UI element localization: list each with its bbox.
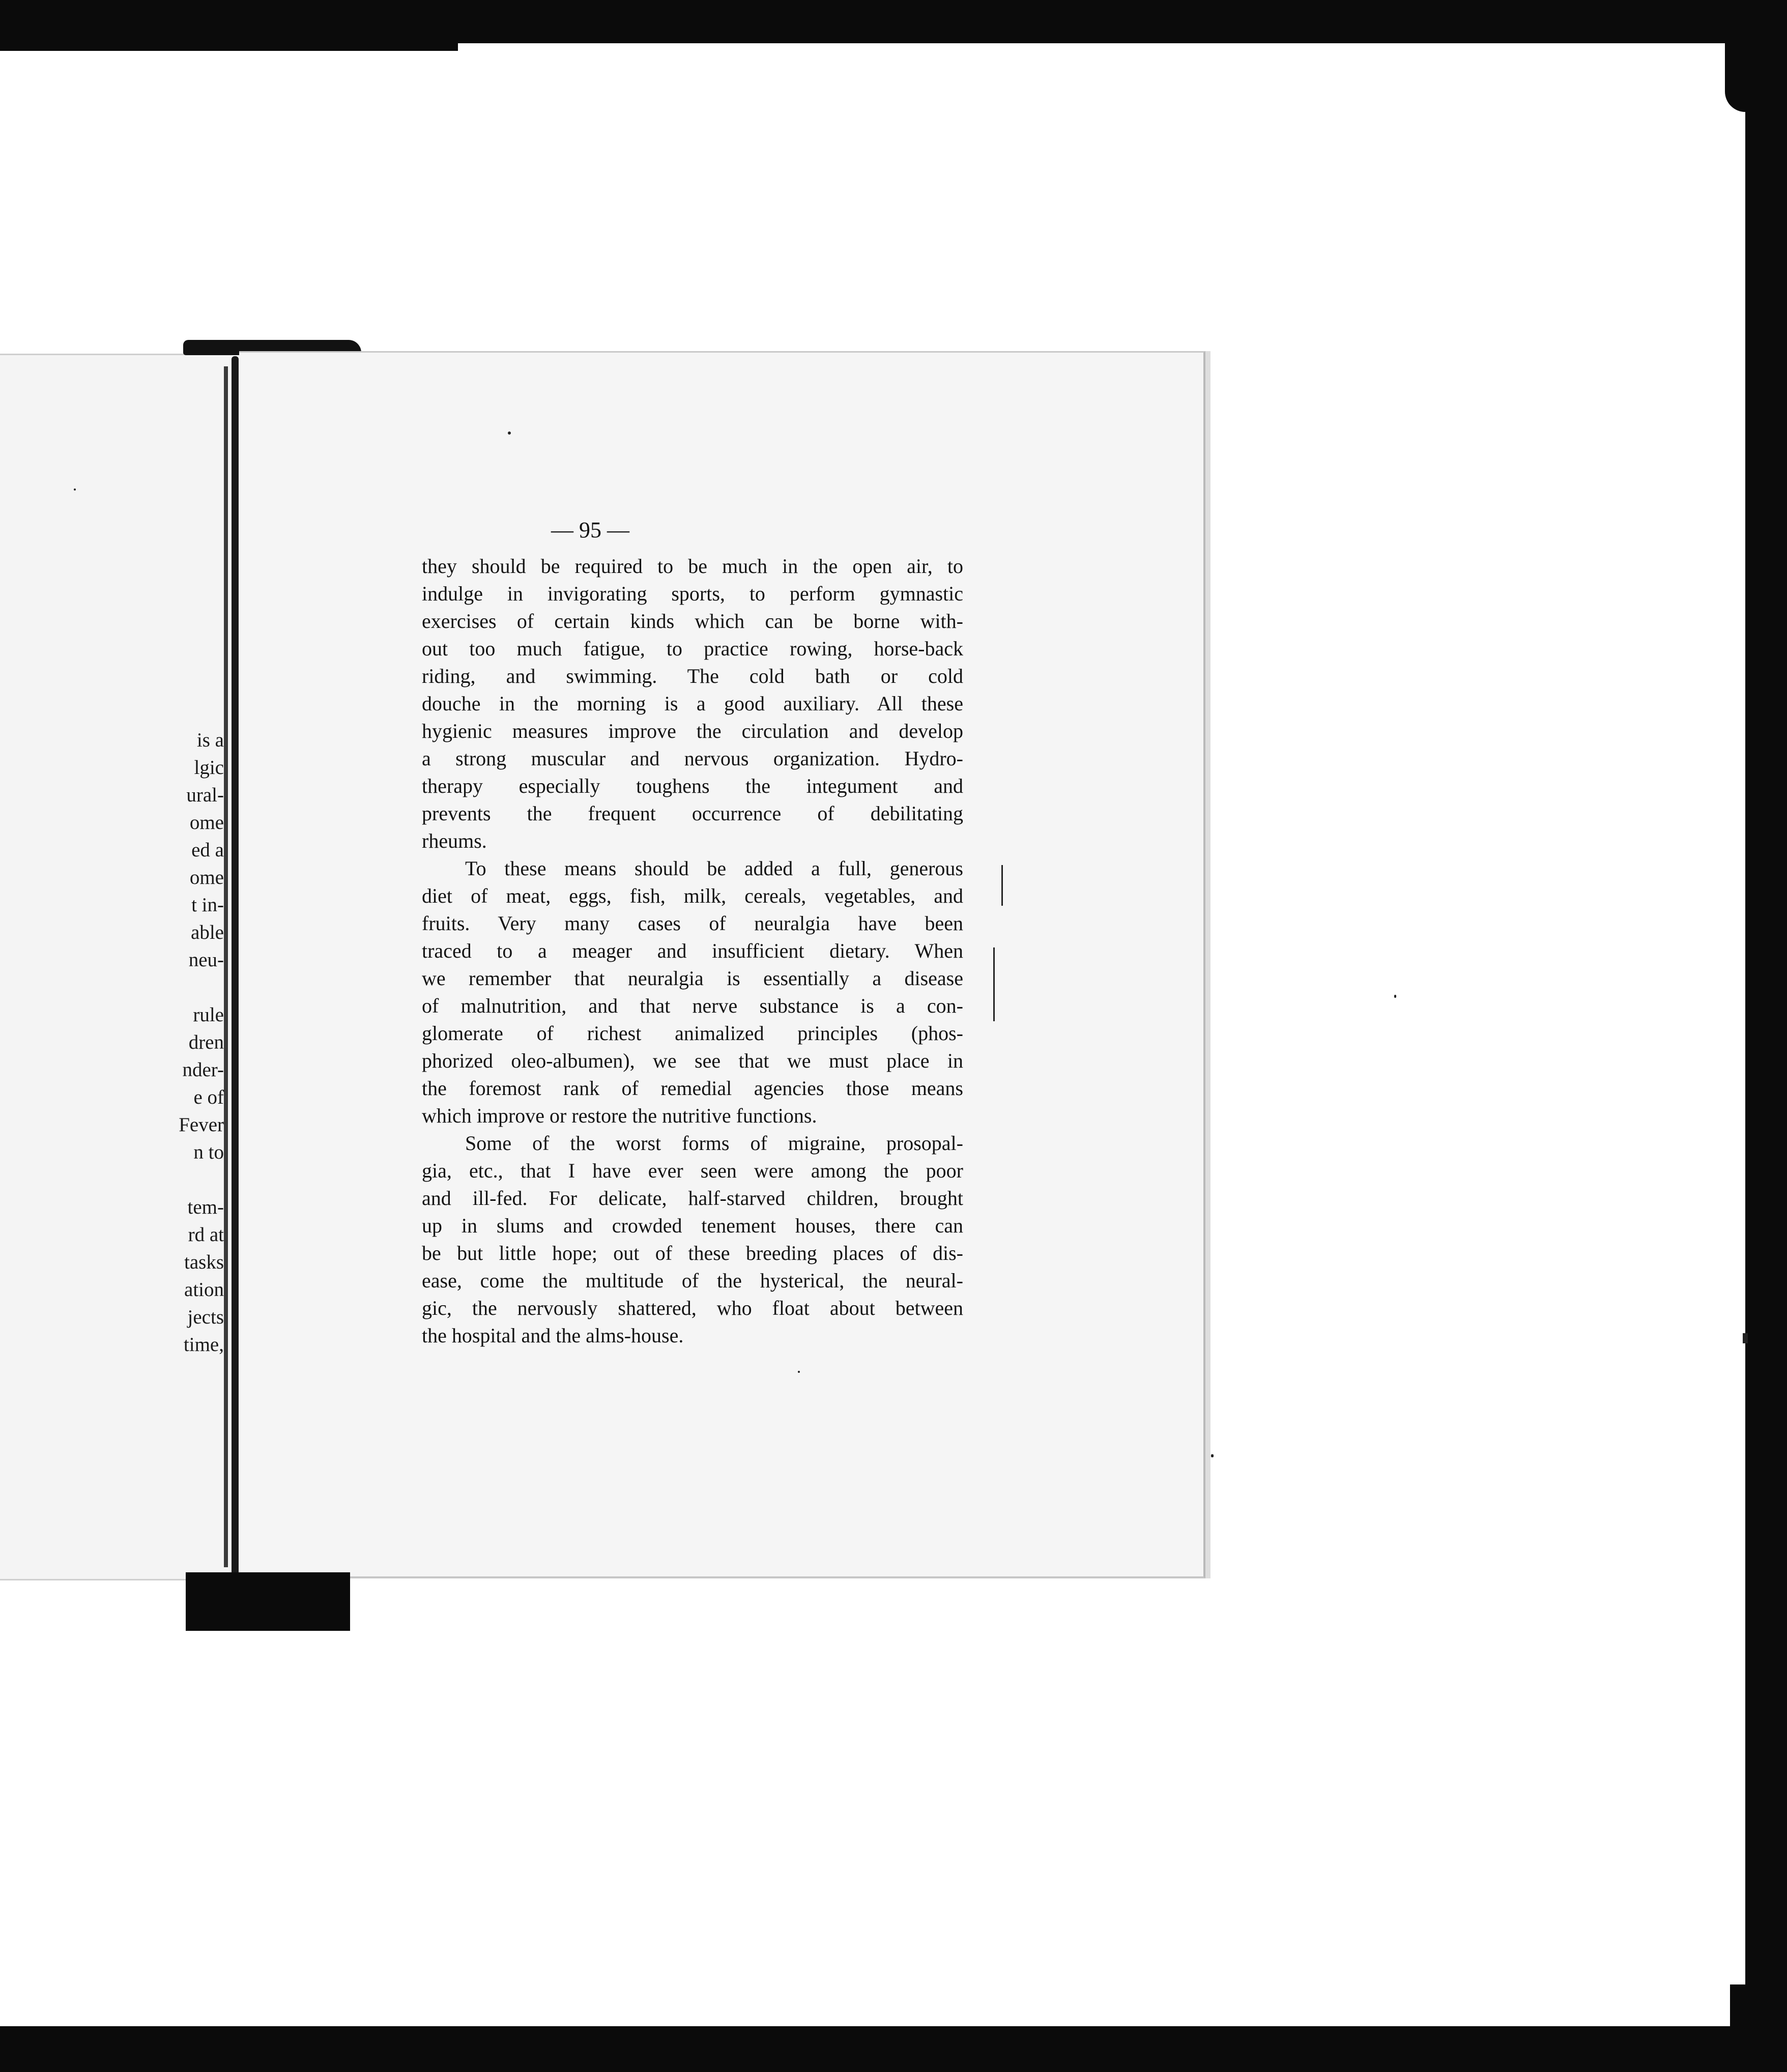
scan-speck: [508, 431, 511, 435]
text-line: Some of the worst forms of migraine, prosopal-: [465, 1132, 963, 1155]
scan-border-right: [1745, 0, 1787, 2072]
text-line: be but little hope; out of these breeding places of dis-: [422, 1242, 963, 1264]
text-line: which improve or restore the nutritive functions.: [422, 1104, 817, 1127]
facing-page-line: nder-: [182, 1059, 224, 1081]
facing-page-text: [0, 727, 224, 1359]
binding-foot: [186, 1572, 350, 1631]
text-line: hygienic measures improve the circulation and develop: [422, 720, 963, 742]
text-line: gic, the nervously shattered, who float about between: [422, 1297, 963, 1319]
facing-page-line: rule: [193, 1004, 224, 1026]
page-number: — 95 —: [551, 517, 629, 542]
text-line: douche in the morning is a good auxiliary. All these: [422, 692, 963, 715]
facing-page-line: able: [191, 922, 224, 943]
facing-page-line: time,: [183, 1334, 224, 1356]
scan-border-top-edge: [0, 41, 458, 51]
facing-page-line: tem-: [187, 1196, 224, 1218]
scan-speck: [1394, 995, 1396, 998]
scan-border-notch: [1725, 31, 1755, 112]
text-line: riding, and swimming. The cold bath or cold: [422, 665, 963, 687]
text-line: indulge in invigorating sports, to perform gymnastic: [422, 582, 963, 605]
scan-speck: [798, 1371, 800, 1373]
text-line: prevents the frequent occurrence of debilitating: [422, 802, 963, 825]
facing-page-line: ation: [184, 1279, 224, 1301]
binding-shadow: [224, 366, 228, 1567]
text-line: we remember that neuralgia is essentially a disease: [422, 967, 963, 990]
text-line: they should be required to be much in the open air, to: [422, 555, 963, 578]
text-line: traced to a meager and insufficient dietary. When: [422, 939, 963, 962]
text-line: of malnutrition, and that nerve substance is a con-: [422, 994, 963, 1017]
facing-page-line: tasks: [184, 1251, 224, 1273]
facing-page-line: ural-: [186, 784, 224, 806]
facing-page-line: ed a: [191, 839, 224, 861]
facing-page-line: rd at: [188, 1224, 224, 1246]
text-line: ease, come the multitude of the hysterical, the neural-: [422, 1269, 963, 1292]
text-line: fruits. Very many cases of neuralgia have been: [422, 912, 963, 935]
page-body-text: [422, 553, 963, 1349]
text-line: out too much fatigue, to practice rowing, horse-back: [422, 637, 963, 660]
facing-page-line: dren: [188, 1031, 224, 1053]
facing-page-line: Fever: [179, 1114, 224, 1136]
facing-page-line: e of: [193, 1086, 224, 1108]
book-spine: [232, 356, 239, 1575]
margin-mark: [1001, 865, 1003, 906]
facing-page-line: [0, 1166, 224, 1194]
text-line: the hospital and the alms-house.: [422, 1324, 684, 1347]
text-line: glomerate of richest animalized principles (phos-: [422, 1022, 963, 1045]
text-line: exercises of certain kinds which can be borne with-: [422, 610, 963, 632]
text-line: the foremost rank of remedial agencies those means: [422, 1077, 963, 1100]
text-line: rheums.: [422, 829, 487, 852]
scan-border-bottom: [0, 2026, 1787, 2072]
scan-border-notch: [1730, 1984, 1761, 2035]
facing-page-line: jects: [187, 1306, 224, 1328]
text-line: phorized oleo-albumen), we see that we must place in: [422, 1049, 963, 1072]
margin-mark: [993, 947, 995, 1021]
scan-speck: [1211, 1454, 1214, 1457]
text-line: diet of meat, eggs, fish, milk, cereals, vegetables, and: [422, 884, 963, 907]
scan-border-top: [0, 0, 1787, 43]
scan-speck: [1743, 1333, 1748, 1343]
facing-page-line: [0, 974, 224, 1001]
facing-page-line: is a: [196, 729, 224, 751]
facing-page-line: n to: [193, 1141, 224, 1163]
facing-page-line: ome: [189, 812, 224, 833]
text-line: and ill-fed. For delicate, half-starved children, brought: [422, 1187, 963, 1210]
facing-page-line: neu-: [188, 949, 224, 971]
text-line: To these means should be added a full, generous: [465, 857, 963, 880]
text-line: gia, etc., that I have ever seen were among the poor: [422, 1159, 963, 1182]
text-line: up in slums and crowded tenement houses, there can: [422, 1214, 963, 1237]
facing-page-line: lgic: [194, 757, 224, 779]
text-line: a strong muscular and nervous organization. Hydro-: [422, 747, 963, 770]
facing-page-line: t in-: [191, 894, 224, 916]
text-line: therapy especially toughens the integument and: [422, 774, 963, 797]
scan-speck: [74, 488, 76, 491]
facing-page-line: ome: [189, 867, 224, 888]
